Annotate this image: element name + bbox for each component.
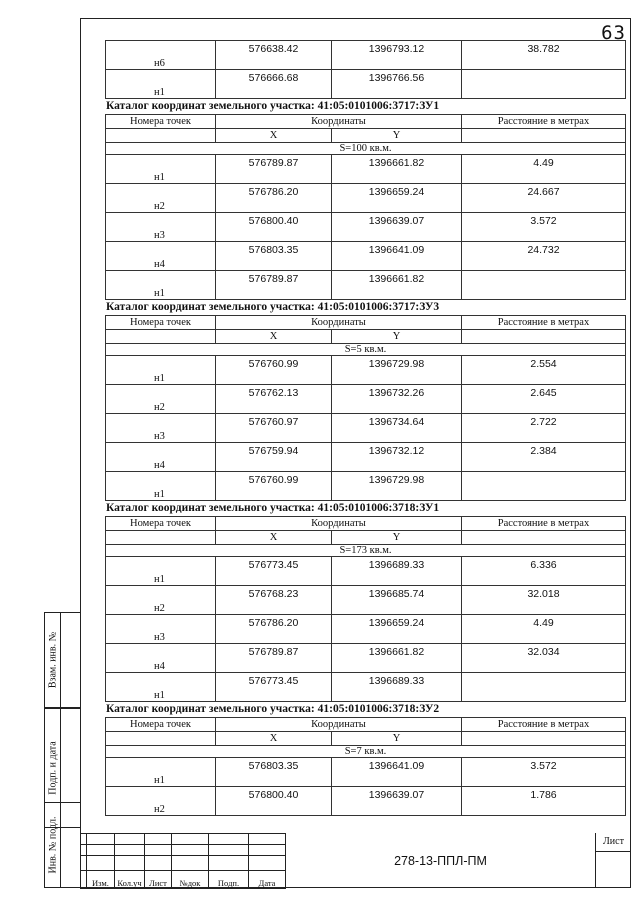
point-name: н1 [106, 557, 216, 586]
table-row [106, 557, 626, 586]
table-row [106, 443, 626, 472]
coord-x: 576800.40 [216, 213, 332, 242]
side-field-vzam [44, 612, 80, 708]
section-title: Каталог координат земельного участка: 41:05:0101006:3718:ЗУ1 [106, 502, 440, 514]
header-blank [462, 531, 626, 545]
distance [462, 70, 626, 99]
distance: 6.336 [462, 557, 626, 586]
table-row [106, 242, 626, 271]
coord-x: 576786.20 [216, 184, 332, 213]
table-row [106, 615, 626, 644]
point-name: н1 [106, 758, 216, 787]
side-field-inv [44, 802, 80, 888]
table-row [106, 184, 626, 213]
area-value: S=173 кв.м. [106, 545, 626, 557]
header-coordinates: Координаты [216, 517, 462, 531]
header-y: Y [332, 129, 462, 143]
stamp-caption: Изм. [87, 871, 115, 889]
coord-x: 576768.23 [216, 586, 332, 615]
header-distance: Расстояние в метрах [462, 718, 626, 732]
header-distance: Расстояние в метрах [462, 115, 626, 129]
point-name: н1 [106, 271, 216, 300]
coordinates-table [105, 516, 626, 702]
area-value: S=100 кв.м. [106, 143, 626, 155]
distance: 2.645 [462, 385, 626, 414]
stamp-caption: Дата [249, 871, 286, 889]
coord-x: 576773.45 [216, 673, 332, 702]
coord-y: 1396639.07 [332, 213, 462, 242]
distance: 4.49 [462, 155, 626, 184]
header-x: X [216, 129, 332, 143]
table-row [106, 758, 626, 787]
coord-y: 1396732.12 [332, 443, 462, 472]
side-label-vzam: Взам. инв. № [47, 631, 58, 689]
header-x: X [216, 732, 332, 746]
area-value: S=7 кв.м. [106, 746, 626, 758]
coord-x: 576760.99 [216, 356, 332, 385]
coord-y: 1396732.26 [332, 385, 462, 414]
coord-y: 1396689.33 [332, 673, 462, 702]
header-x: X [216, 330, 332, 344]
distance: 2.554 [462, 356, 626, 385]
table-row [106, 673, 626, 702]
coord-x: 576760.99 [216, 472, 332, 501]
header-distance: Расстояние в метрах [462, 517, 626, 531]
header-blank [106, 129, 216, 143]
distance: 3.572 [462, 758, 626, 787]
title-block [80, 833, 631, 888]
table-row [106, 41, 626, 70]
point-name: н1 [106, 70, 216, 99]
coord-y: 1396641.09 [332, 758, 462, 787]
point-name: н1 [106, 356, 216, 385]
coord-x: 576762.13 [216, 385, 332, 414]
header-points: Номера точек [106, 115, 216, 129]
continued-table [105, 40, 626, 99]
coordinates-table [105, 717, 626, 816]
section-title: Каталог координат земельного участка: 41:05:0101006:3717:ЗУ3 [106, 301, 440, 313]
stamp-caption: Кол.уч [115, 871, 145, 889]
sheet-box [595, 833, 631, 888]
table-row [106, 414, 626, 443]
point-name: н1 [106, 472, 216, 501]
coord-y: 1396659.24 [332, 615, 462, 644]
side-label-inv: Инв. № подл. [47, 816, 58, 874]
distance: 32.034 [462, 644, 626, 673]
table-row [106, 155, 626, 184]
stamp-grid [80, 833, 286, 889]
coord-y: 1396729.98 [332, 356, 462, 385]
coord-x: 576786.20 [216, 615, 332, 644]
distance [462, 673, 626, 702]
distance: 4.49 [462, 615, 626, 644]
point-name: н3 [106, 213, 216, 242]
header-blank [106, 732, 216, 746]
coord-y: 1396766.56 [332, 70, 462, 99]
distance: 1.786 [462, 787, 626, 816]
point-name: н1 [106, 155, 216, 184]
header-blank [462, 732, 626, 746]
coord-y: 1396689.33 [332, 557, 462, 586]
coord-y: 1396639.07 [332, 787, 462, 816]
coord-y: 1396685.74 [332, 586, 462, 615]
point-name: н2 [106, 787, 216, 816]
coord-x: 576803.35 [216, 242, 332, 271]
distance: 2.722 [462, 414, 626, 443]
header-blank [462, 129, 626, 143]
point-name: н6 [106, 41, 216, 70]
coord-y: 1396641.09 [332, 242, 462, 271]
coord-x: 576773.45 [216, 557, 332, 586]
section-title: Каталог координат земельного участка: 41:05:0101006:3718:ЗУ2 [106, 703, 440, 715]
coord-x: 576789.87 [216, 155, 332, 184]
coord-y: 1396734.64 [332, 414, 462, 443]
header-blank [106, 330, 216, 344]
header-x: X [216, 531, 332, 545]
coord-y: 1396661.82 [332, 644, 462, 673]
point-name: н4 [106, 644, 216, 673]
table-row [106, 385, 626, 414]
header-blank [106, 531, 216, 545]
table-row [106, 586, 626, 615]
side-label-podp: Подп. и дата [47, 741, 58, 795]
point-name: н2 [106, 385, 216, 414]
point-name: н2 [106, 184, 216, 213]
table-row [106, 70, 626, 99]
header-y: Y [332, 732, 462, 746]
coord-x: 576666.68 [216, 70, 332, 99]
coord-y: 1396793.12 [332, 41, 462, 70]
header-y: Y [332, 330, 462, 344]
sheet-label: Лист [596, 833, 631, 852]
table-row [106, 271, 626, 300]
stamp-caption: №док [172, 871, 209, 889]
point-name: н2 [106, 586, 216, 615]
header-points: Номера точек [106, 316, 216, 330]
coord-x: 576803.35 [216, 758, 332, 787]
point-name: н4 [106, 242, 216, 271]
point-name: н4 [106, 443, 216, 472]
coord-x: 576759.94 [216, 443, 332, 472]
coord-x: 576789.87 [216, 644, 332, 673]
table-row [106, 213, 626, 242]
coord-y: 1396659.24 [332, 184, 462, 213]
stamp-caption: Лист [145, 871, 172, 889]
distance: 3.572 [462, 213, 626, 242]
header-blank [462, 330, 626, 344]
distance: 38.782 [462, 41, 626, 70]
distance [462, 472, 626, 501]
coord-y: 1396661.82 [332, 271, 462, 300]
header-coordinates: Координаты [216, 316, 462, 330]
distance [462, 271, 626, 300]
distance: 2.384 [462, 443, 626, 472]
distance: 32.018 [462, 586, 626, 615]
header-points: Номера точек [106, 517, 216, 531]
coord-y: 1396661.82 [332, 155, 462, 184]
coord-x: 576800.40 [216, 787, 332, 816]
header-coordinates: Координаты [216, 115, 462, 129]
distance: 24.732 [462, 242, 626, 271]
stamp-caption: Подп. [209, 871, 249, 889]
document-code: 278-13-ППЛ-ПМ [285, 833, 595, 888]
coord-x: 576760.97 [216, 414, 332, 443]
header-y: Y [332, 531, 462, 545]
coord-x: 576789.87 [216, 271, 332, 300]
distance: 24.667 [462, 184, 626, 213]
page-number: 63 [601, 22, 626, 44]
coordinates-table [105, 315, 626, 501]
coordinates-table [105, 114, 626, 300]
header-coordinates: Координаты [216, 718, 462, 732]
point-name: н1 [106, 673, 216, 702]
table-row [106, 472, 626, 501]
table-row [106, 644, 626, 673]
table-row [106, 787, 626, 816]
catalog-content [105, 40, 625, 816]
point-name: н3 [106, 414, 216, 443]
coord-x: 576638.42 [216, 41, 332, 70]
section-title: Каталог координат земельного участка: 41:05:0101006:3717:ЗУ1 [106, 100, 440, 112]
table-row [106, 356, 626, 385]
coord-y: 1396729.98 [332, 472, 462, 501]
header-distance: Расстояние в метрах [462, 316, 626, 330]
area-value: S=5 кв.м. [106, 344, 626, 356]
header-points: Номера точек [106, 718, 216, 732]
point-name: н3 [106, 615, 216, 644]
